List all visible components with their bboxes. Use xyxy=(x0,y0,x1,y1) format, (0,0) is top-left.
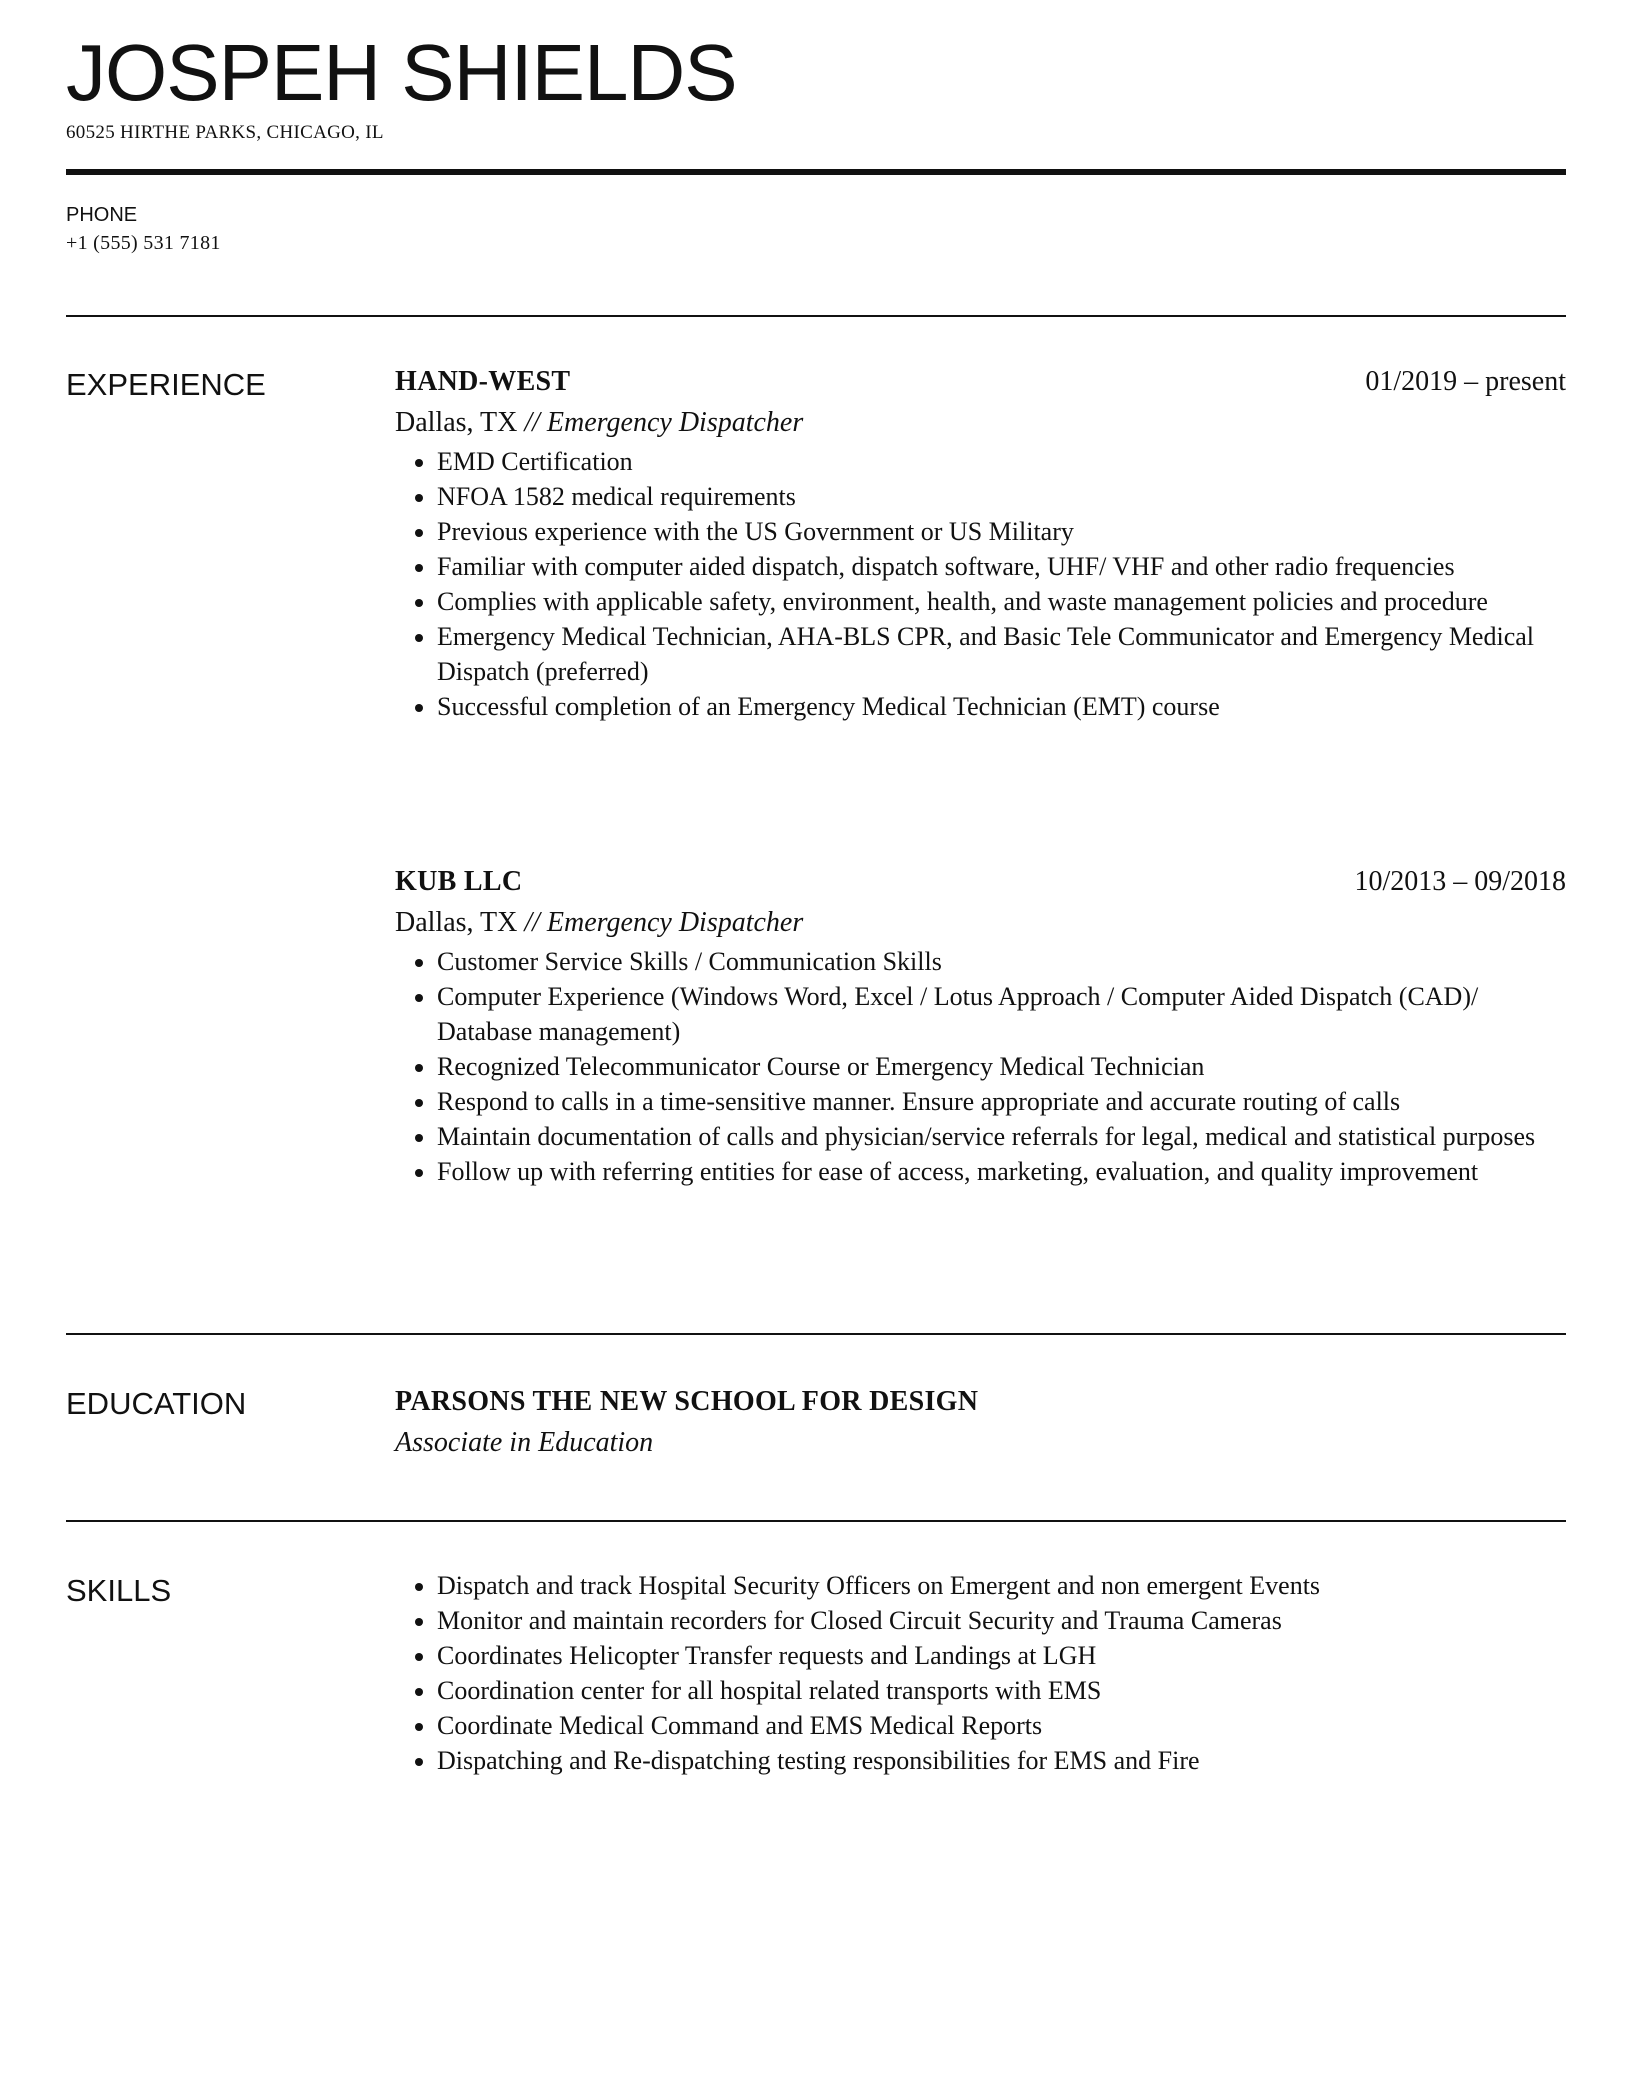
education-divider xyxy=(66,1520,1566,1522)
list-item: • Monitor and maintain recorders for Closed Circuit Security and Trauma Cameras xyxy=(437,1603,1566,1638)
contact-divider xyxy=(66,315,1566,317)
job-role: Emergency Dispatcher xyxy=(546,907,804,938)
education-entry xyxy=(395,1384,1566,1462)
education-school: PARSONS THE NEW SCHOOL FOR DESIGN xyxy=(395,1386,979,1417)
list-item: • Previous experience with the US Government or US Military xyxy=(437,514,1566,549)
list-item: • Respond to calls in a time-sensitive manner. Ensure appropriate and accurate routing of calls xyxy=(437,1084,1566,1119)
list-item: • Successful completion of an Emergency Medical Technician (EMT) course xyxy=(437,689,1566,724)
list-item: • Recognized Telecommunicator Course or Emergency Medical Technician xyxy=(437,1049,1566,1084)
education-header xyxy=(395,1384,1566,1424)
job-header xyxy=(395,864,1566,904)
list-item: • Emergency Medical Technician, AHA-BLS CPR, and Basic Tele Communicator and Emergency Medical Dispatch (preferred) xyxy=(437,619,1566,689)
job-role: Emergency Dispatcher xyxy=(546,407,804,438)
skills-section-title: SKILLS xyxy=(66,1573,172,1608)
job-dates: 01/2019 – present xyxy=(1365,366,1566,397)
job-subline xyxy=(395,904,1566,942)
list-item: • Familiar with computer aided dispatch, dispatch software, UHF/ VHF and other radio frequencies xyxy=(437,549,1566,584)
phone-value: +1 (555) 531 7181 xyxy=(66,232,221,254)
job-company: KUB LLC xyxy=(395,866,523,897)
list-item: • Complies with applicable safety, environment, health, and waste management policies and procedure xyxy=(437,584,1566,619)
phone-label: PHONE xyxy=(66,204,138,226)
job-location: Dallas, TX xyxy=(395,907,518,938)
job-company: HAND-WEST xyxy=(395,366,571,397)
job-dates: 10/2013 – 09/2018 xyxy=(1354,866,1566,897)
candidate-name: JOSPEH SHIELDS xyxy=(66,28,737,117)
job-location: Dallas, TX xyxy=(395,407,518,438)
list-item: • Coordinates Helicopter Transfer requests and Landings at LGH xyxy=(437,1638,1566,1673)
skills-bullet-list xyxy=(395,1568,1566,1778)
job-separator: // xyxy=(524,407,540,438)
education-degree: Associate in Education xyxy=(395,1427,654,1458)
list-item: • Customer Service Skills / Communication Skills xyxy=(437,944,1566,979)
experience-job xyxy=(395,864,1566,1189)
education-section-title: EDUCATION xyxy=(66,1386,247,1421)
list-item: • Follow up with referring entities for ease of access, marketing, evaluation, and quality improvement xyxy=(437,1154,1566,1189)
list-item: • Maintain documentation of calls and physician/service referrals for legal, medical and statistical purposes xyxy=(437,1119,1566,1154)
candidate-address: 60525 HIRTHE PARKS, CHICAGO, IL xyxy=(66,122,384,143)
list-item: • Dispatching and Re-dispatching testing responsibilities for EMS and Fire xyxy=(437,1743,1566,1778)
job-header xyxy=(395,364,1566,404)
list-item: • Computer Experience (Windows Word, Excel / Lotus Approach / Computer Aided Dispatch (CAD)/ Database management) xyxy=(437,979,1566,1049)
job-bullet-list xyxy=(395,944,1566,1189)
header-divider xyxy=(66,169,1566,175)
list-item: • NFOA 1582 medical requirements xyxy=(437,479,1566,514)
experience-section-title: EXPERIENCE xyxy=(66,367,266,402)
experience-divider xyxy=(66,1333,1566,1335)
list-item: • EMD Certification xyxy=(437,444,1566,479)
job-separator: // xyxy=(524,907,540,938)
list-item: • Dispatch and track Hospital Security Officers on Emergent and non emergent Events xyxy=(437,1568,1566,1603)
job-bullet-list xyxy=(395,444,1566,724)
list-item: • Coordination center for all hospital related transports with EMS xyxy=(437,1673,1566,1708)
job-subline xyxy=(395,404,1566,442)
experience-job xyxy=(395,364,1566,724)
skills-list-block xyxy=(395,1568,1566,1778)
list-item: • Coordinate Medical Command and EMS Medical Reports xyxy=(437,1708,1566,1743)
